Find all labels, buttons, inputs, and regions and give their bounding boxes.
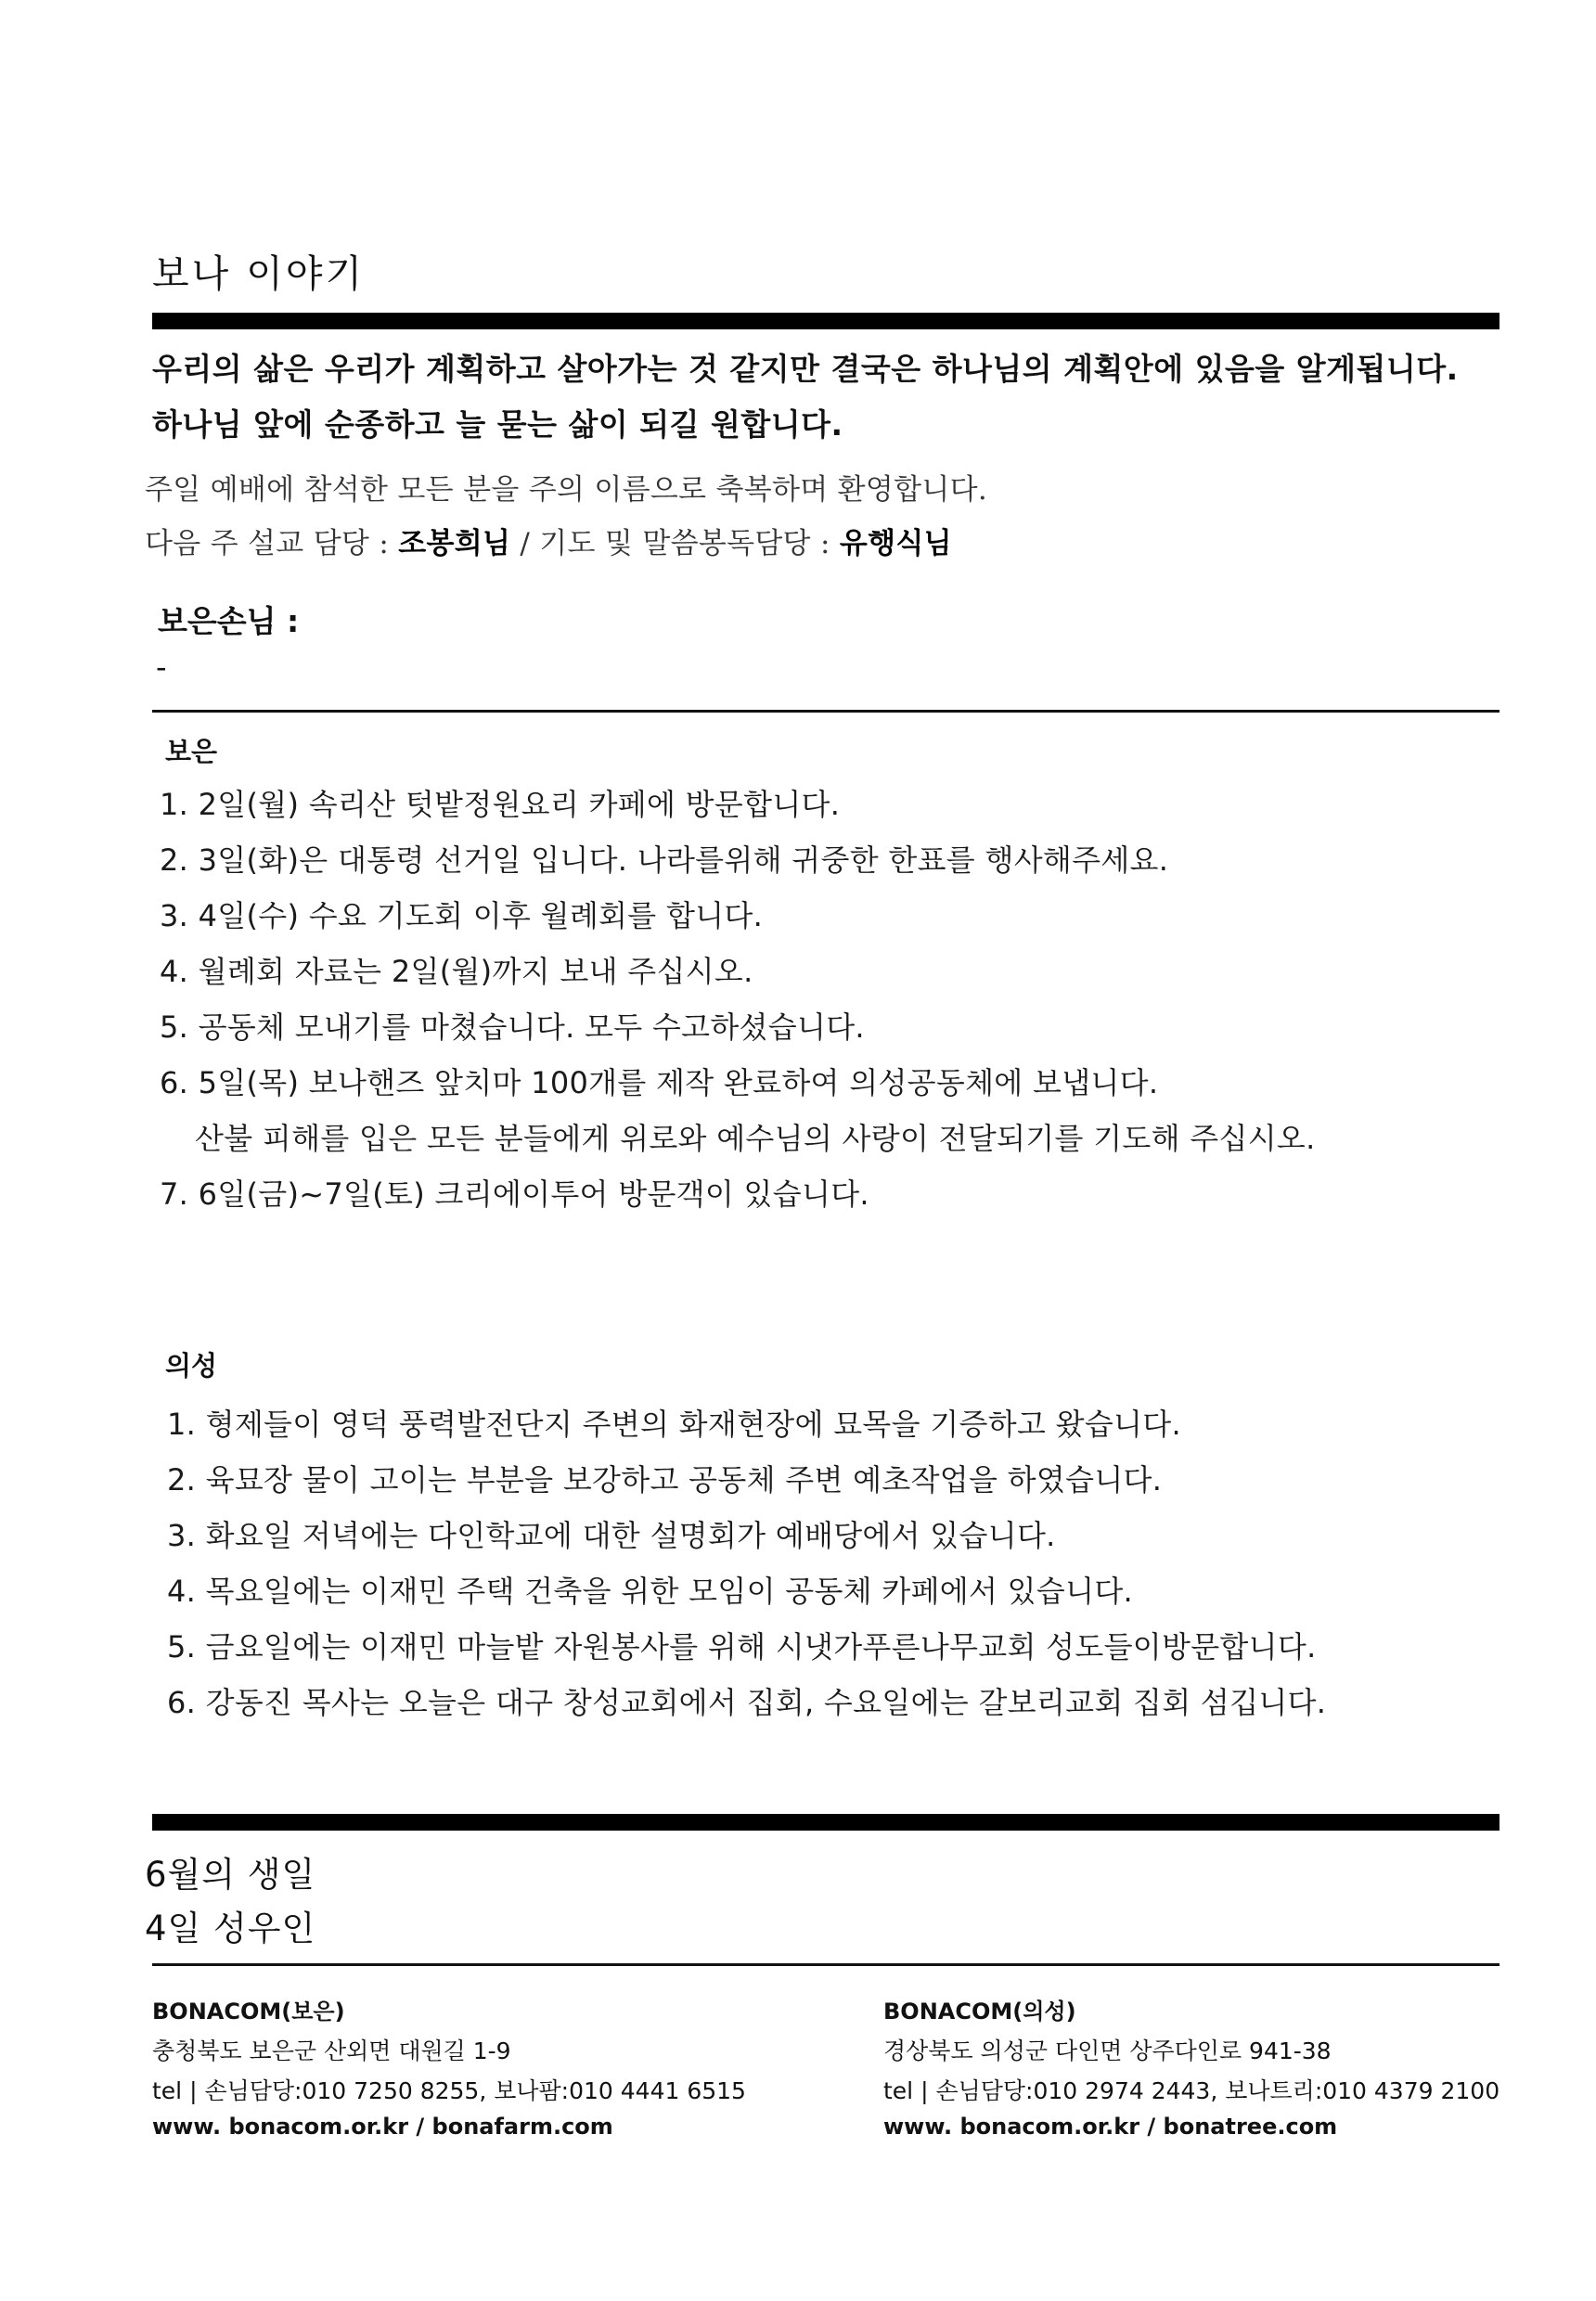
lead-line-2: 하나님 앞에 순종하고 늘 묻는 삶이 되길 원합니다. bbox=[152, 406, 843, 443]
next-week-line bbox=[145, 520, 952, 561]
footer-left-tel: tel | 손님담당:010 7250 8255, 보나팜:010 4441 6515 bbox=[152, 2077, 746, 2104]
uiseong-item: 2. 육묘장 물이 고이는 부분을 보강하고 공동체 주변 예초작업을 하였습니다. bbox=[167, 1462, 1163, 1498]
guests-value: - bbox=[156, 649, 167, 685]
birthday-title: 6월의 생일 bbox=[145, 1855, 316, 1895]
boeun-item: 2. 3일(화)은 대통령 선거일 입니다. 나라를위해 귀중한 한표를 행사해주세요. bbox=[160, 842, 1169, 878]
uiseong-item: 1. 형제들이 영덕 풍력발전단지 주변의 화재현장에 묘목을 기증하고 왔습니다. bbox=[167, 1407, 1181, 1442]
birthday-entry: 4일 성우인 bbox=[145, 1909, 316, 1948]
footer-right-address: 경상북도 의성군 다인면 상주다인로 941-38 bbox=[883, 2037, 1332, 2064]
lead-line-1: 우리의 삶은 우리가 계획하고 살아가는 것 같지만 결국은 하나님의 계획안에 있음을 알게됩니다. bbox=[152, 351, 1459, 387]
birthday-divider bbox=[152, 1814, 1499, 1831]
footer-left-address: 충청북도 보은군 산외면 대원길 1-9 bbox=[152, 2037, 511, 2064]
guests-divider bbox=[152, 710, 1499, 713]
preacher-name: 조봉희님 bbox=[398, 527, 511, 560]
boeun-item-continued: 산불 피해를 입은 모든 분들에게 위로와 예수님의 사랑이 전달되기를 기도해 주십시오. bbox=[195, 1121, 1316, 1156]
footer-left-name: BONACOM(보은) bbox=[152, 1999, 345, 2025]
uiseong-item: 5. 금요일에는 이재민 마늘밭 자원봉사를 위해 시냇가푸른나무교회 성도들이방문합니다. bbox=[167, 1629, 1317, 1665]
uiseong-heading: 의성 bbox=[165, 1350, 218, 1382]
boeun-item: 4. 월례회 자료는 2일(월)까지 보내 주십시오. bbox=[160, 954, 753, 989]
guests-label: 보은손님 : bbox=[158, 603, 300, 639]
page-title: 보나 이야기 bbox=[152, 251, 366, 296]
boeun-heading: 보은 bbox=[165, 736, 218, 767]
footer-right-web[interactable]: www. bonacom.or.kr / bonatree.com bbox=[883, 2114, 1338, 2140]
uiseong-item: 3. 화요일 저녁에는 다인학교에 대한 설명회가 예배당에서 있습니다. bbox=[167, 1518, 1056, 1553]
header-divider bbox=[152, 313, 1499, 329]
boeun-item: 1. 2일(월) 속리산 텃밭정원요리 카페에 방문합니다. bbox=[160, 787, 841, 822]
welcome-text: 주일 예배에 참석한 모든 분을 주의 이름으로 축복하며 환영합니다. bbox=[145, 473, 988, 507]
prayer-label: / 기도 및 말씀봉독담당 : bbox=[510, 527, 840, 560]
uiseong-item: 6. 강동진 목사는 오늘은 대구 창성교회에서 집회, 수요일에는 갈보리교회 집회 섬깁니다. bbox=[167, 1685, 1327, 1720]
footer-divider bbox=[152, 1963, 1499, 1966]
prayer-name: 유행식님 bbox=[839, 527, 952, 560]
next-week-label: 다음 주 설교 담당 : bbox=[145, 527, 399, 560]
footer-right-tel: tel | 손님담당:010 2974 2443, 보나트리:010 4379 2100 bbox=[883, 2077, 1500, 2104]
boeun-item: 3. 4일(수) 수요 기도회 이후 월례회를 합니다. bbox=[160, 898, 764, 933]
uiseong-item: 4. 목요일에는 이재민 주택 건축을 위한 모임이 공동체 카페에서 있습니다. bbox=[167, 1574, 1133, 1609]
footer-right-name: BONACOM(의성) bbox=[883, 1999, 1076, 2025]
boeun-item: 6. 5일(목) 보나핸즈 앞치마 100개를 제작 완료하여 의성공동체에 보냅니다. bbox=[160, 1065, 1159, 1100]
boeun-item: 5. 공동체 모내기를 마쳤습니다. 모두 수고하셨습니다. bbox=[160, 1009, 865, 1045]
boeun-item: 7. 6일(금)~7일(토) 크리에이투어 방문객이 있습니다. bbox=[160, 1176, 869, 1212]
footer-left-web[interactable]: www. bonacom.or.kr / bonafarm.com bbox=[152, 2114, 613, 2140]
